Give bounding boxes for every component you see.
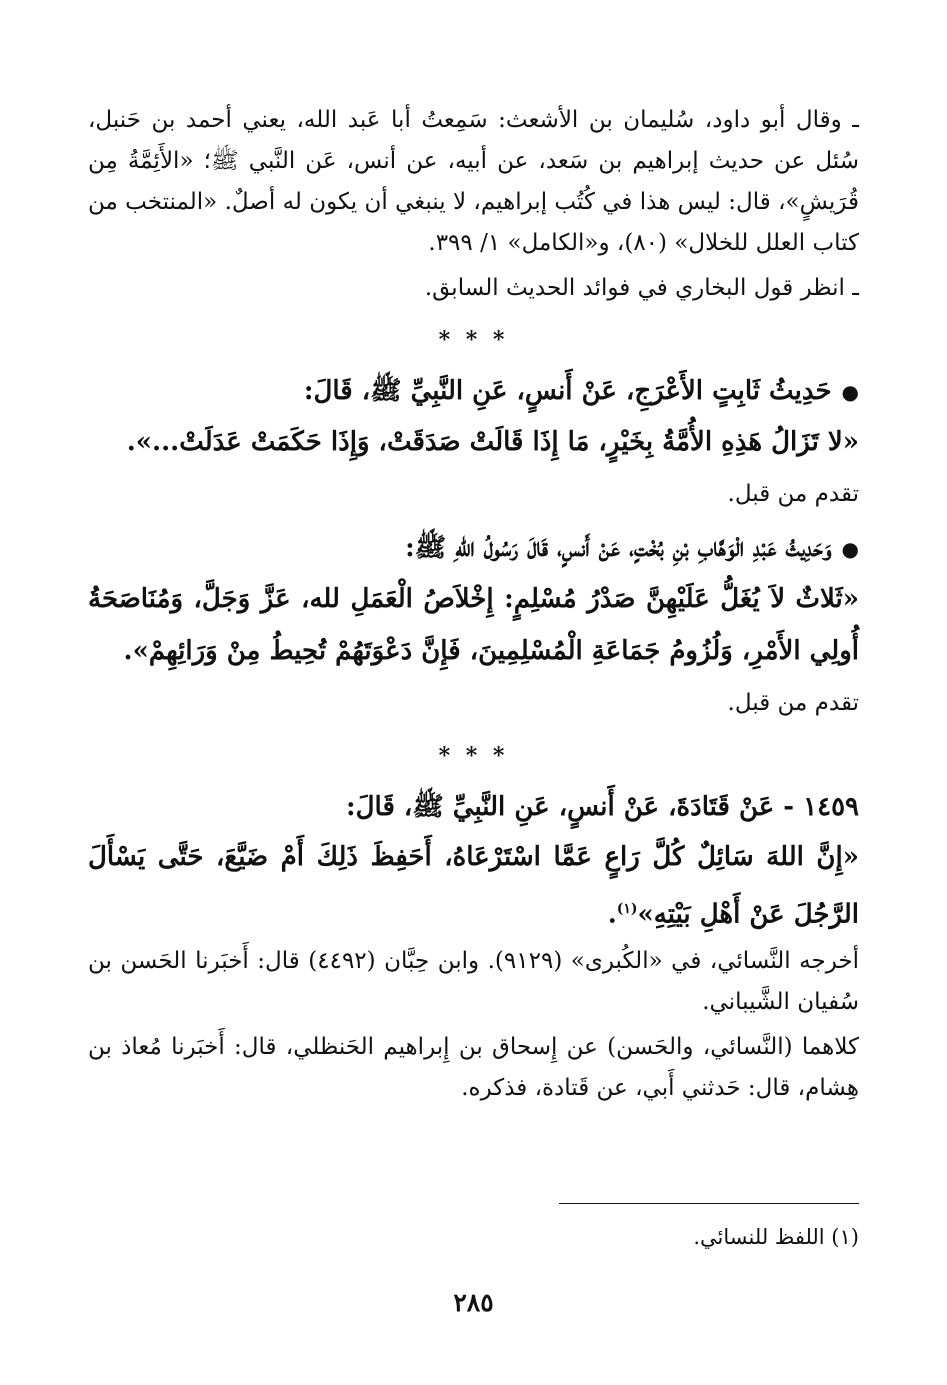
hadith-abdulwahhab-note: تقدم من قبل.	[727, 690, 859, 716]
bullet-icon: ●	[841, 537, 859, 561]
bullet-icon: ●	[841, 380, 859, 404]
hadith-1459-heading: ١٤٥٩ - عَنْ قَتَادَةَ، عَنْ أَنسٍ، عَنِ النَّبِيِّ ﷺ، قَالَ:	[346, 792, 859, 822]
hadith-1459-takhrij: أخرجه النَّسائي، في «الكُبرى» (٩١٢٩). وابن حِبَّان (٤٤٩٢) قال: أَخبَرنا الحَسن بن سُفيان الشَّيباني.	[88, 947, 860, 1015]
hadith-1459-text: «إِنَّ اللهَ سَائِلٌ كُلَّ رَاعٍ عَمَّا اسْتَرْعَاهُ، أَحَفِظَ ذَلِكَ أَمْ ضَيَّعَ، حَتَّى يَسْأَلَ الرَّجُلَ عَنْ أَهْلِ بَيْتِهِ»$^{(١)}$.	[88, 842, 859, 930]
paragraph-bukhari-note: ـ انظر قول البخاري في فوائد الحديث السابق.	[424, 275, 859, 301]
hadith-abdulwahhab-heading	[88, 524, 859, 573]
footnote-reference: (١)	[616, 901, 638, 917]
hadith-1459-text-body: «إِنَّ اللهَ سَائِلٌ كُلَّ رَاعٍ عَمَّا اسْتَرْعَاهُ، أَحَفِظَ ذَلِكَ أَمْ ضَيَّعَ، حَتَّى يَسْأَلَ الرَّجُلَ عَنْ أَهْلِ بَيْتِهِ»	[88, 842, 859, 930]
footnote-divider	[559, 1203, 859, 1204]
hadith-thabit-note: تقدم من قبل.	[727, 481, 859, 507]
hadith-thabit-heading-text: حَدِيثُ ثَابِتٍ الأَعْرَجِ، عَنْ أَنسٍ، عَنِ النَّبِيِّ ﷺ، قَالَ:	[303, 376, 832, 406]
hadith-1459-chain: كلاهما (النَّسائي، والحَسن) عن إِسحاق بن إِبراهيم الحَنظلي، قال: أَخبَرنا مُعاذ بن هِشام، قال: حَدثني أَبي، عن قَتادة، فذكره.	[88, 1033, 859, 1101]
hadith-abdulwahhab-heading-text: وَحَدِيثُ عَبْدِ الْوَهَّابِ بْنِ بُخْتٍ، عَنْ أَنسٍ، قَالَ رَسُولُ اللهِ ﷺ:	[405, 533, 832, 563]
section-separator: * * *	[438, 327, 509, 353]
hadith-thabit-heading	[88, 367, 859, 416]
hadith-abdulwahhab-text: «ثَلاثٌ لاَ يُغَلُّ عَلَيْهِنَّ صَدْرُ مُسْلِمٍ: إِخْلاَصُ الْعَمَلِ لله، عَزَّ وَجَلَّ، وَمُنَاصَحَةُ أُولِي الأَمْرِ، وَلُزُومُ جَمَاعَةِ الْمُسْلِمِينَ، فَإِنَّ دَعْوَتَهُمْ تُحِيطُ مِنْ وَرَائِهِمْ».	[88, 584, 859, 666]
page-number: ٢٨٥	[453, 1288, 494, 1317]
hadith-thabit-text: «لا تَزَالُ هَذِهِ الأُمَّةُ بِخَيْرٍ، مَا إِذَا قَالَتْ صَدَقَتْ، وَإِذَا حَكَمَتْ عَدَلَتْ...».	[126, 427, 859, 457]
section-separator: * * *	[438, 743, 509, 769]
paragraph-abu-dawud: ـ وقال أبو داود، سُليمان بن الأشعث: سَمِعتُ أبا عَبد الله، يعني أحمد بن حَنبل، سُئل عن حديث إبراهيم بن سَعد، عن أبيه، عن أنس، عَن النَّبي ﷺ؛ «الأَئِمَّةُ مِن قُرَيشٍ»، قال: ليس هذا في كُتُب إبراهيم، لا ينبغي أن يكون له أصلٌ. «المنتخب من كتاب العلل للخلال» (٨٠)، و«الكامل» ١/ ٣٩٩.	[88, 107, 859, 256]
footnote: (١) اللفظ للنسائي.	[693, 1225, 859, 1249]
